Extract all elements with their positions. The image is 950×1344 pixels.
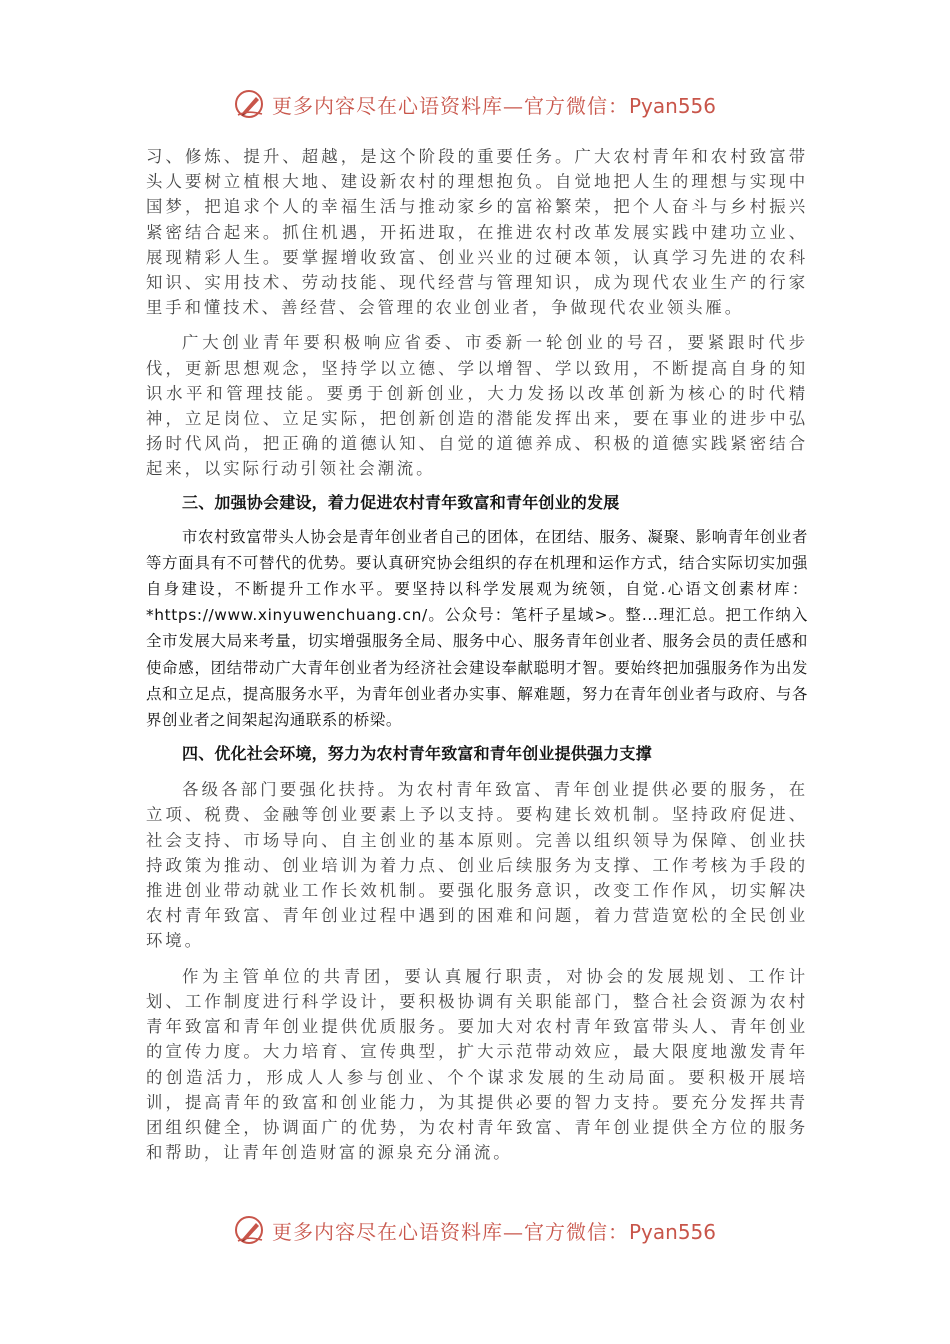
- paragraph-2: 广大创业青年要积极响应省委、市委新一轮创业的号召，要紧跟时代步伐，更新思想观念，坚持学以立德、学以增智、学以致用，不断提高自身的知识水平和管理技能。要勇于创新创业，大力发扬以改革创新为核心的时代精神，立足岗位、立足实际，把创新创造的潜能发挥出来，要在事业的进步中弘扬时代风尚，把正确的道德认知、自觉的道德养成、积极的道德实践紧密结合起来，以实际行动引领社会潮流。: [146, 333, 808, 479]
- pen-logo-icon: [234, 1214, 266, 1246]
- banner-wechat-id: Pyan556: [628, 1219, 716, 1244]
- section-heading-4: 四、优化社会环境，努力为农村青年致富和青年创业提供强力支撑: [182, 744, 652, 764]
- paragraph-4: 各级各部门要强化扶持。为农村青年致富、青年创业提供必要的服务，在立项、税费、金融等创业要素上予以支持。要构建长效机制。坚持政府促进、社会支持、市场导向、自主创业的基本原则。完善以组织领导为保障、创业扶持政策为推动、创业培训为着力点、创业后续服务为支撑、工作考核为手段的推进创业带动就业工作长效机制。要强化服务意识，改变工作作风，切实解决农村青年致富、青年创业过程中遇到的困难和问题，着力营造宽松的全民创业环境。: [146, 780, 808, 951]
- header-banner: [0, 84, 950, 124]
- paragraph-5: 作为主管单位的共青团，要认真履行职责，对协会的发展规划、工作计划、工作制度进行科学设计，要积极协调有关职能部门，整合社会资源为农村青年致富和青年创业提供优质服务。要加大对农村青年致富带头人、青年创业的宣传力度。大力培育、宣传典型，扩大示范带动效应，最大限度地激发青年的创造活力，形成人人参与创业、个个谋求发展的生动局面。要积极开展培训，提高青年的致富和创业能力，为其提供必要的智力支持。要充分发挥共青团组织健全，协调面广的优势，为农村青年致富、青年创业提供全方位的服务和帮助，让青年创造财富的源泉充分涌流。: [146, 966, 808, 1163]
- paragraph-3: 市农村致富带头人协会是青年创业者自己的团体，在团结、服务、凝聚、影响青年创业者等方面具有不可替代的优势。要认真研究协会组织的存在机理和运作方式，结合实际切实加强自身建设，不断提升工作水平。要坚持以科学发展观为统领，自觉.心语文创素材库：*https://www.xinyuwenchuang.cn/。公众号：笔杆子星域>。整...理汇总。把工作纳入全市发展大局来考量，切实增强服务全局、服务中心、服务青年创业者、服务会员的责任感和使命感，团结带动广大青年创业者为经济社会建设奉献聪明才智。要始终把加强服务作为出发点和立足点，提高服务水平，为青年创业者办实事、解难题，努力在青年创业者与政府、与各界创业者之间架起沟通联系的桥梁。: [146, 527, 808, 730]
- banner-text: 更多内容尽在心语资料库—官方微信：Pyan556: [271, 93, 716, 118]
- footer-banner: [0, 1210, 950, 1250]
- banner-text: 更多内容尽在心语资料库—官方微信：Pyan556: [271, 1219, 716, 1244]
- pen-logo-icon: [234, 88, 266, 120]
- banner-wechat-id: Pyan556: [628, 93, 716, 118]
- paragraph-1: 习、修炼、提升、超越，是这个阶段的重要任务。广大农村青年和农村致富带头人要树立植根大地、建设新农村的理想抱负。自觉地把人生的理想与实现中国梦，把追求个人的幸福生活与推动家乡的富裕繁荣，把个人奋斗与乡村振兴紧密结合起来。抓住机遇，开拓进取，在推进农村改革发展实践中建功立业、展现精彩人生。要掌握增收致富、创业兴业的过硬本领，认真学习先进的农科知识、实用技术、劳动技能、现代经营与管理知识，成为现代农业生产的行家里手和懂技术、善经营、会管理的农业创业者，争做现代农业领头雁。: [146, 147, 808, 318]
- section-heading-3: 三、加强协会建设，着力促进农村青年致富和青年创业的发展: [182, 492, 620, 512]
- document-body: [146, 144, 808, 1165]
